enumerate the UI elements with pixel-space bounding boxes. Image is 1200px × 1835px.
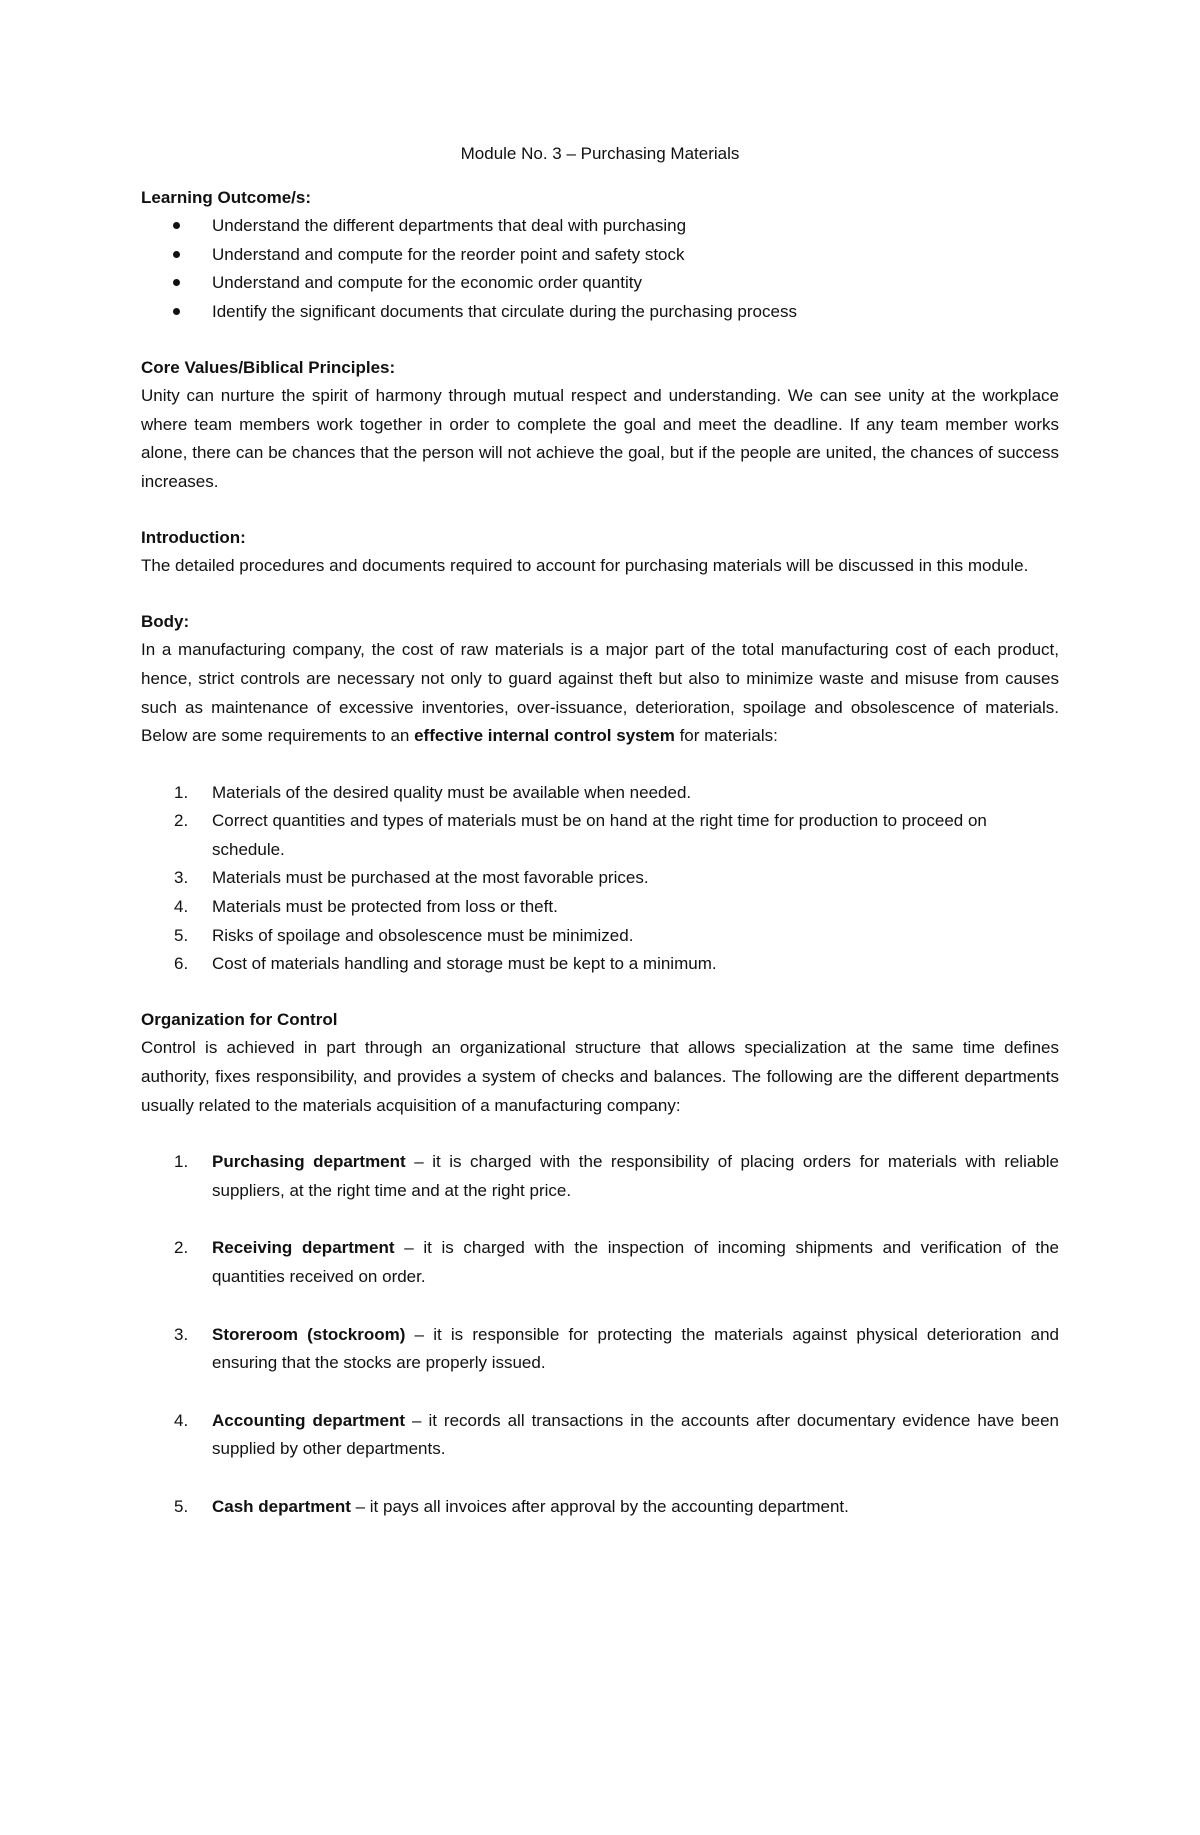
list-item [174, 779, 1059, 808]
department-desc: – it records all transactions in the accounts after documentary evidence have been supplied by other departments. [212, 1410, 1059, 1459]
organization-section [141, 1006, 1059, 1522]
list-item-text: Cost of materials handling and storage must be kept to a minimum. [212, 954, 717, 974]
body-section [141, 608, 1059, 979]
list-item: Understand the different departments that deal with purchasing [212, 212, 1059, 241]
core-values-heading: Core Values/Biblical Principles: [141, 357, 396, 377]
list-number: 3. [174, 1324, 189, 1344]
list-number: 4. [174, 1410, 189, 1430]
list-item-text: Risks of spoilage and obsolescence must be minimized. [212, 925, 634, 945]
list-number: 6. [174, 954, 189, 974]
introduction-text: The detailed procedures and documents required to account for purchasing materials will be discussed in this module. [141, 556, 1029, 576]
department-name: Accounting department [212, 1410, 406, 1430]
introduction-section [141, 524, 1059, 581]
document-page [141, 140, 1059, 1522]
list-item-text: Correct quantities and types of materials must be on hand at the right time for production to proceed on schedule. [212, 811, 987, 859]
department-name: Cash department [212, 1496, 351, 1516]
department-name: Receiving department [212, 1238, 395, 1258]
department-item [174, 1493, 1059, 1522]
list-item-text: Materials of the desired quality must be available when needed. [212, 782, 692, 802]
learning-outcomes-heading: Learning Outcome/s: [141, 187, 312, 207]
core-values-section [141, 354, 1059, 497]
body-text-bold: effective internal control system [414, 726, 675, 746]
department-item [174, 1148, 1060, 1205]
list-number: 3. [174, 868, 189, 888]
list-number: 5. [174, 1496, 189, 1516]
department-name: Storeroom (stockroom) [212, 1324, 406, 1344]
department-name: Purchasing department [212, 1152, 406, 1172]
department-desc: – it is charged with the inspection of incoming shipments and verification of the quantities received on order. [212, 1238, 1059, 1286]
list-number: 5. [174, 925, 189, 945]
department-desc: – it is charged with the responsibility of placing orders for materials with reliable suppliers, at the right time and at the right price. [212, 1152, 1060, 1200]
list-number: 4. [174, 897, 189, 917]
organization-text: Control is achieved in part through an organizational structure that allows specialization at the same time defines authority, fixes responsibility, and provides a system of checks and balances. The following are the different departments usually related to the materials acquisition of a manufacturing company: [141, 1038, 1059, 1115]
list-item: Understand and compute for the reorder point and safety stock [212, 241, 1059, 270]
list-number: 2. [174, 1238, 189, 1258]
list-number: 2. [174, 811, 189, 831]
departments-list [141, 1148, 1059, 1521]
organization-heading: Organization for Control [141, 1009, 338, 1029]
list-number: 1. [174, 782, 189, 802]
department-desc: – it is responsible for protecting the materials against physical deterioration and ensuring that the stocks are properly issued. [212, 1324, 1059, 1373]
body-text-part2: for materials: [674, 726, 778, 746]
list-item [174, 864, 1059, 893]
learning-outcomes-list [141, 212, 1059, 326]
body-text [141, 636, 1059, 750]
department-item [174, 1407, 1059, 1464]
department-item [174, 1234, 1059, 1291]
list-item: Understand and compute for the economic order quantity [212, 269, 1059, 298]
list-item [174, 950, 1059, 979]
body-text-part1: In a manufacturing company, the cost of raw materials is a major part of the total manufacturing cost of each product, hence, strict controls are necessary not only to guard against theft but also to minimize waste and misuse from causes such as maintenance of excessive inventories, over-issuance, deterioration, spoilage and obsolescence of materials. Below are some requirements to an [141, 640, 1059, 746]
list-item-text: Materials must be purchased at the most favorable prices. [212, 868, 649, 888]
requirements-list [141, 779, 1059, 979]
department-desc: – it pays all invoices after approval by the accounting department. [350, 1496, 849, 1516]
list-item-text: Materials must be protected from loss or theft. [212, 897, 558, 917]
list-item [174, 807, 1059, 864]
page-title: Module No. 3 – Purchasing Materials [460, 144, 740, 163]
list-item [174, 893, 1059, 922]
body-heading: Body: [141, 611, 190, 631]
list-item: Identify the significant documents that circulate during the purchasing process [212, 298, 1059, 327]
introduction-heading: Introduction: [141, 527, 246, 547]
core-values-text: Unity can nurture the spirit of harmony through mutual respect and understanding. We can see unity at the workplace where team members work together in order to complete the goal and meet the deadline. If any team member works alone, there can be chances that the person will not achieve the goal, but if the people are united, the chances of success increases. [141, 386, 1059, 491]
list-item [174, 922, 1059, 951]
department-item [174, 1321, 1059, 1378]
learning-outcomes-section [141, 184, 1059, 327]
list-number: 1. [174, 1152, 189, 1172]
